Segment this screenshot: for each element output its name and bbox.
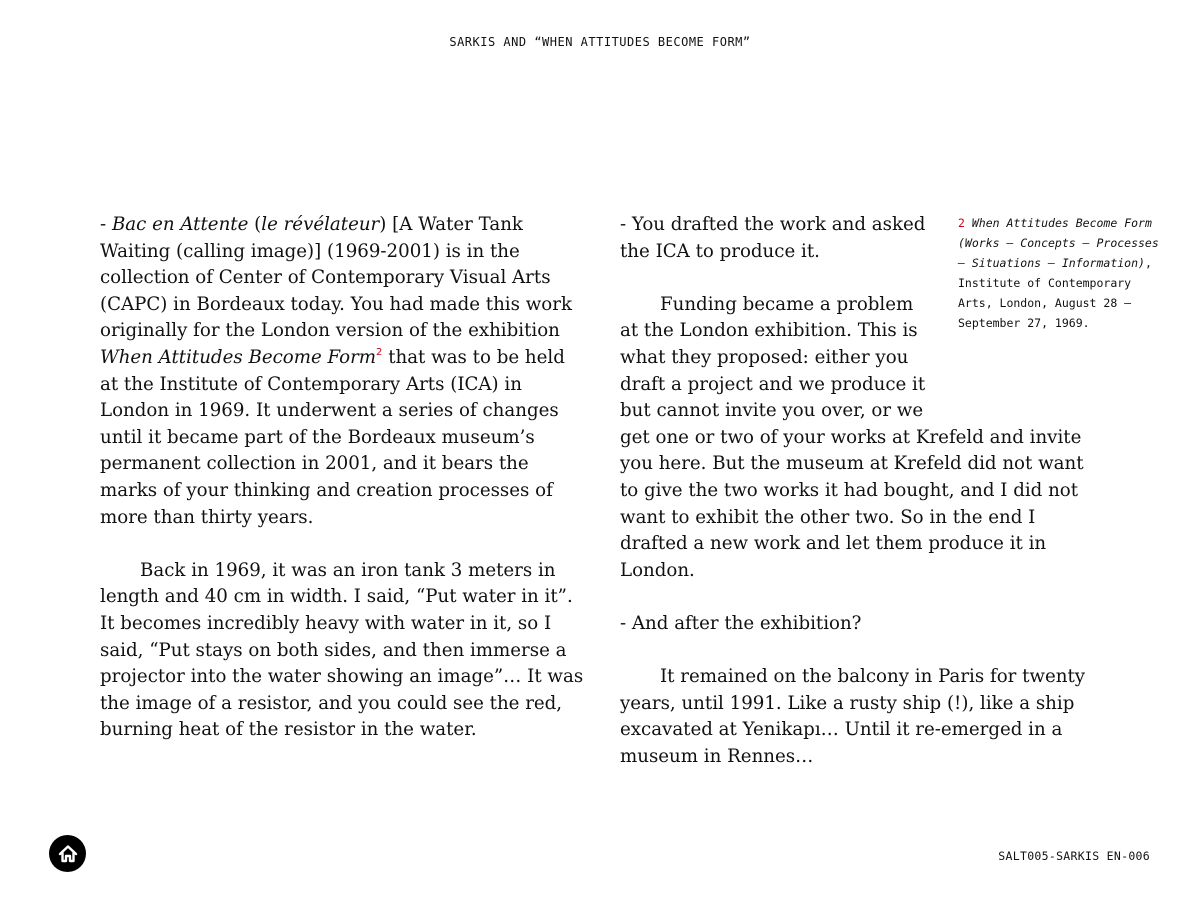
footnote-ref[interactable]: 2 bbox=[376, 346, 383, 358]
answer-paragraph: It remained on the balcony in Paris for twenty years, until 1991. Like a rusty ship (!), like a ship excavated at Yenikapı… Until it re-emerged in a museum in Rennes… bbox=[620, 666, 1086, 767]
text-fragment: ( bbox=[248, 214, 262, 235]
question-paragraph: - And after the exhibition? bbox=[620, 612, 862, 634]
left-column bbox=[100, 212, 585, 744]
footnote-title: When Attitudes Become Form (Works – Concepts – Processes – Situations – Information) bbox=[958, 216, 1159, 270]
text-fragment: ) [A Water Tank Waiting (calling image)] (1969-2001) is in the collection of Center of Contemporary Visual Arts (CAPC) in Bordeaux today. You had made this work originally for the London version of the exhibition bbox=[100, 214, 572, 342]
running-header: SARKIS AND “WHEN ATTITUDES BECOME FORM” bbox=[449, 35, 751, 49]
exhibition-title: When Attitudes Become Form bbox=[100, 346, 377, 368]
footnote-details: , Institute of Contemporary Arts, London, August 28 – September 27, 1969. bbox=[958, 256, 1152, 330]
page-reference: SALT005-SARKIS EN-006 bbox=[998, 849, 1150, 863]
question-paragraph bbox=[100, 212, 585, 531]
home-icon bbox=[57, 843, 79, 865]
work-subtitle: le révélateur bbox=[261, 214, 380, 235]
question-paragraph: - You drafted the work and asked the ICA to produce it. bbox=[620, 214, 926, 262]
footnote-number: 2 bbox=[958, 216, 965, 230]
work-title: Bac en Attente bbox=[111, 214, 249, 235]
text-fragment: that was to be held at the Institute of Contemporary Arts (ICA) in London in 1969. It underwent a series of changes until it became part of the Bordeaux museum’s permanent collection in 2001, and it bears the marks of your thinking and creation processes of more than thirty years. bbox=[100, 346, 565, 528]
answer-paragraph: Back in 1969, it was an iron tank 3 meters in length and 40 cm in width. I said, “Put water in it”. It becomes incredibly heavy with water in it, so I said, “Put stays on both sides, and then immerse a projector into the water showing an image”… It was the image of a resistor, and you could see the red, burning heat of the resistor in the water. bbox=[100, 559, 584, 741]
footnote bbox=[958, 213, 1168, 333]
dash: - bbox=[100, 214, 112, 235]
answer-paragraph: Funding became a problem at the London exhibition. This is what they proposed: either you draft a project and we produce it but cannot invite you over, or we get one or two of your works at Krefeld and invite you here. But the museum at Krefeld did not want to give the two works it had bought, and I did not want to exhibit the other two. So in the end I drafted a new work and let them produce it in London. bbox=[620, 293, 1084, 581]
home-button[interactable] bbox=[49, 835, 86, 872]
